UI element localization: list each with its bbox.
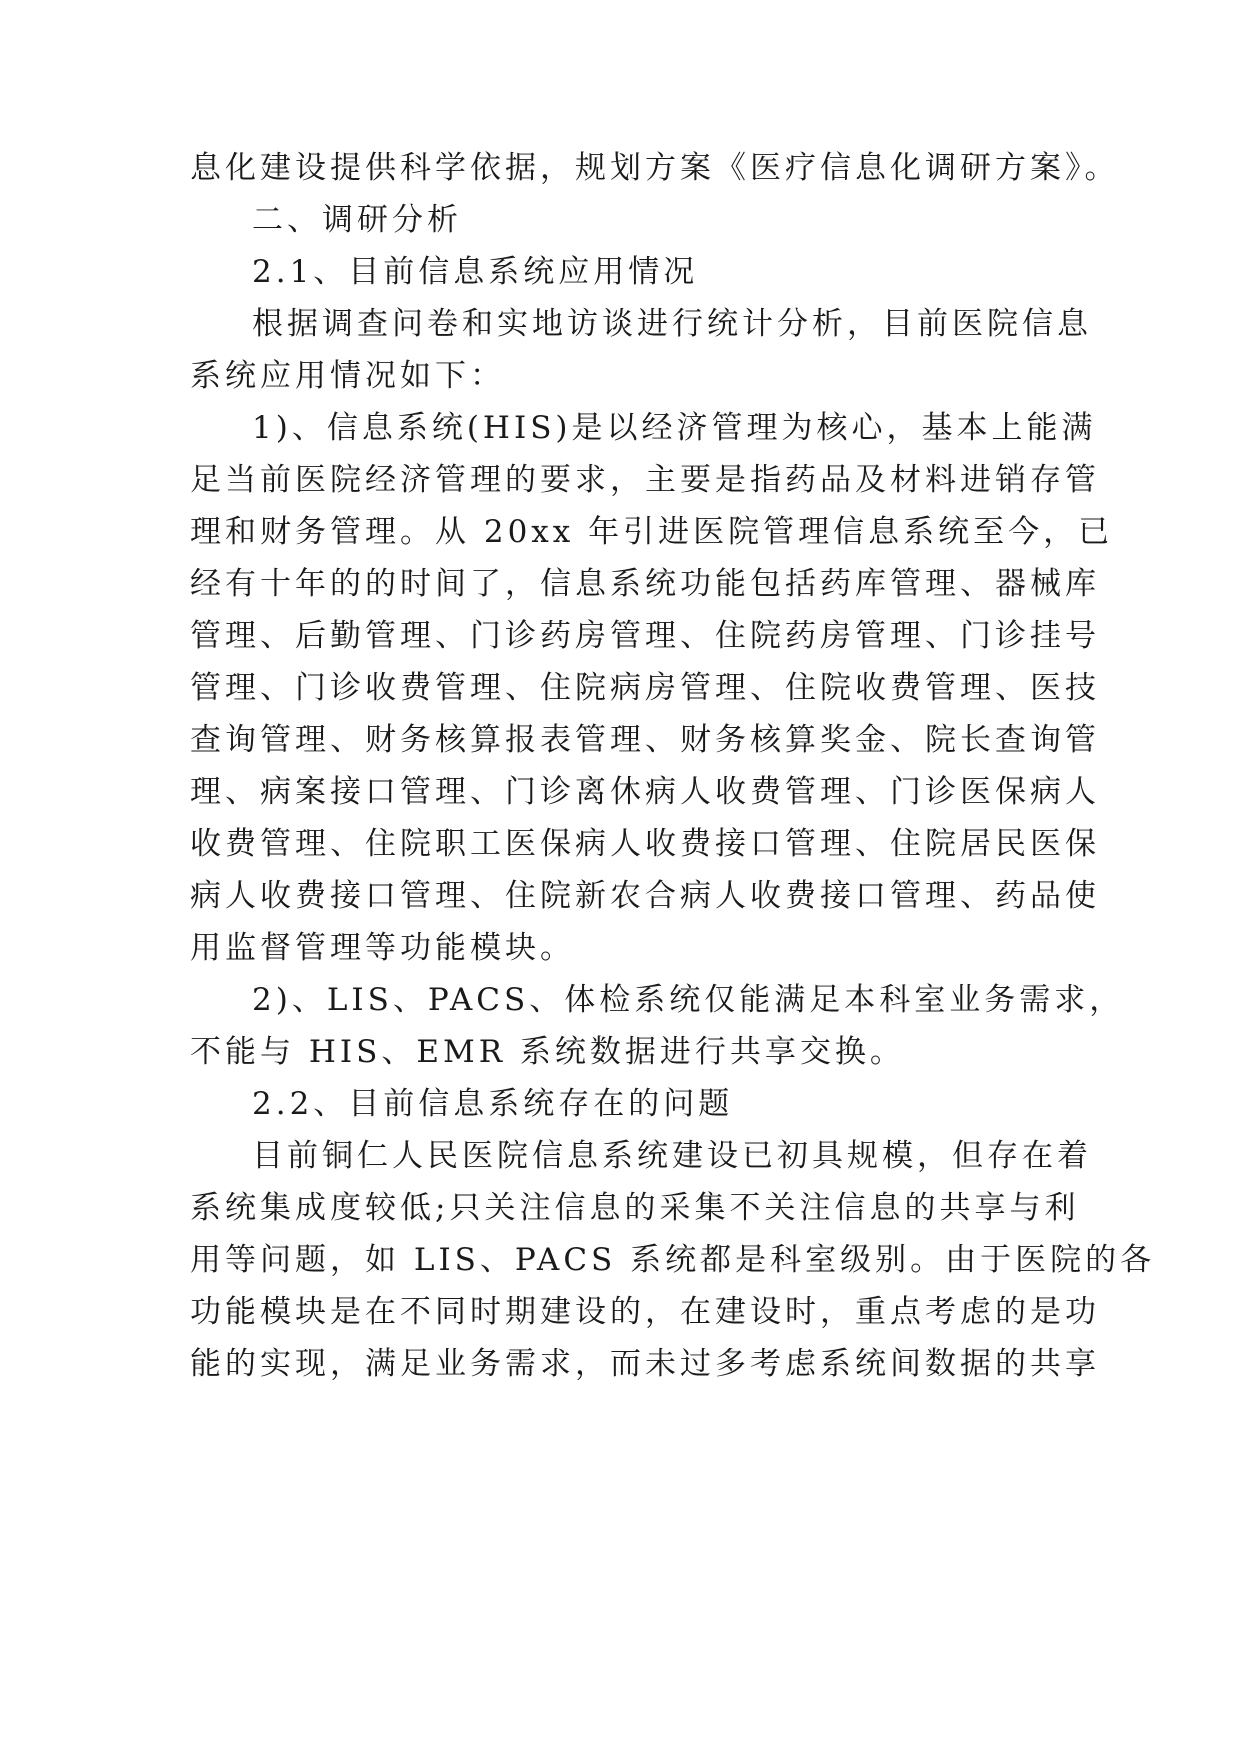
- section-heading-2: 二、调研分析: [252, 202, 462, 238]
- text-line-12: 查询管理、财务核算报表管理、财务核算奖金、院长查询管: [190, 722, 1100, 758]
- text-line-23: 功能模块是在不同时期建设的，在建设时，重点考虑的是功: [190, 1294, 1100, 1330]
- text-line-24: 能的实现，满足业务需求，而未过多考虑系统间数据的共享: [190, 1346, 1100, 1382]
- text-line-9: 经有十年的的时间了，信息系统功能包括药库管理、器械库: [190, 566, 1100, 602]
- text-line-16: 用监督管理等功能模块。: [190, 930, 575, 966]
- list-item-1: 1)、信息系统(HIS)是以经济管理为核心，基本上能满: [252, 410, 1097, 446]
- text-line-5: 系统应用情况如下：: [190, 358, 505, 394]
- text-line-18: 不能与 HIS、EMR 系统数据进行共享交换。: [190, 1034, 905, 1070]
- text-line-15: 病人收费接口管理、住院新农合病人收费接口管理、药品使: [190, 878, 1100, 914]
- text-line-13: 理、病案接口管理、门诊离休病人收费管理、门诊医保病人: [190, 774, 1100, 810]
- text-line-20: 目前铜仁人民医院信息系统建设已初具规模，但存在着: [252, 1138, 1092, 1174]
- text-line-4: 根据调查问卷和实地访谈进行统计分析，目前医院信息: [252, 306, 1092, 342]
- text-line-7: 足当前医院经济管理的要求，主要是指药品及材料进销存管: [190, 462, 1100, 498]
- text-line-22: 用等问题，如 LIS、PACS 系统都是科室级别。由于医院的各: [190, 1242, 1156, 1278]
- text-line-14: 收费管理、住院职工医保病人收费接口管理、住院居民医保: [190, 826, 1100, 862]
- text-line-10: 管理、后勤管理、门诊药房管理、住院药房管理、门诊挂号: [190, 618, 1100, 654]
- text-line-8: 理和财务管理。从 20xx 年引进医院管理信息系统至今，已: [190, 514, 1114, 550]
- subsection-heading-2-1: 2.1、目前信息系统应用情况: [252, 254, 699, 290]
- list-item-2: 2)、LIS、PACS、体检系统仅能满足本科室业务需求，: [252, 982, 1125, 1018]
- text-line-1: 息化建设提供科学依据，规划方案《医疗信息化调研方案》。: [190, 150, 1120, 186]
- text-line-21: 系统集成度较低;只关注信息的采集不关注信息的共享与利: [190, 1190, 1080, 1226]
- text-line-11: 管理、门诊收费管理、住院病房管理、住院收费管理、医技: [190, 670, 1100, 706]
- subsection-heading-2-2: 2.2、目前信息系统存在的问题: [252, 1086, 734, 1122]
